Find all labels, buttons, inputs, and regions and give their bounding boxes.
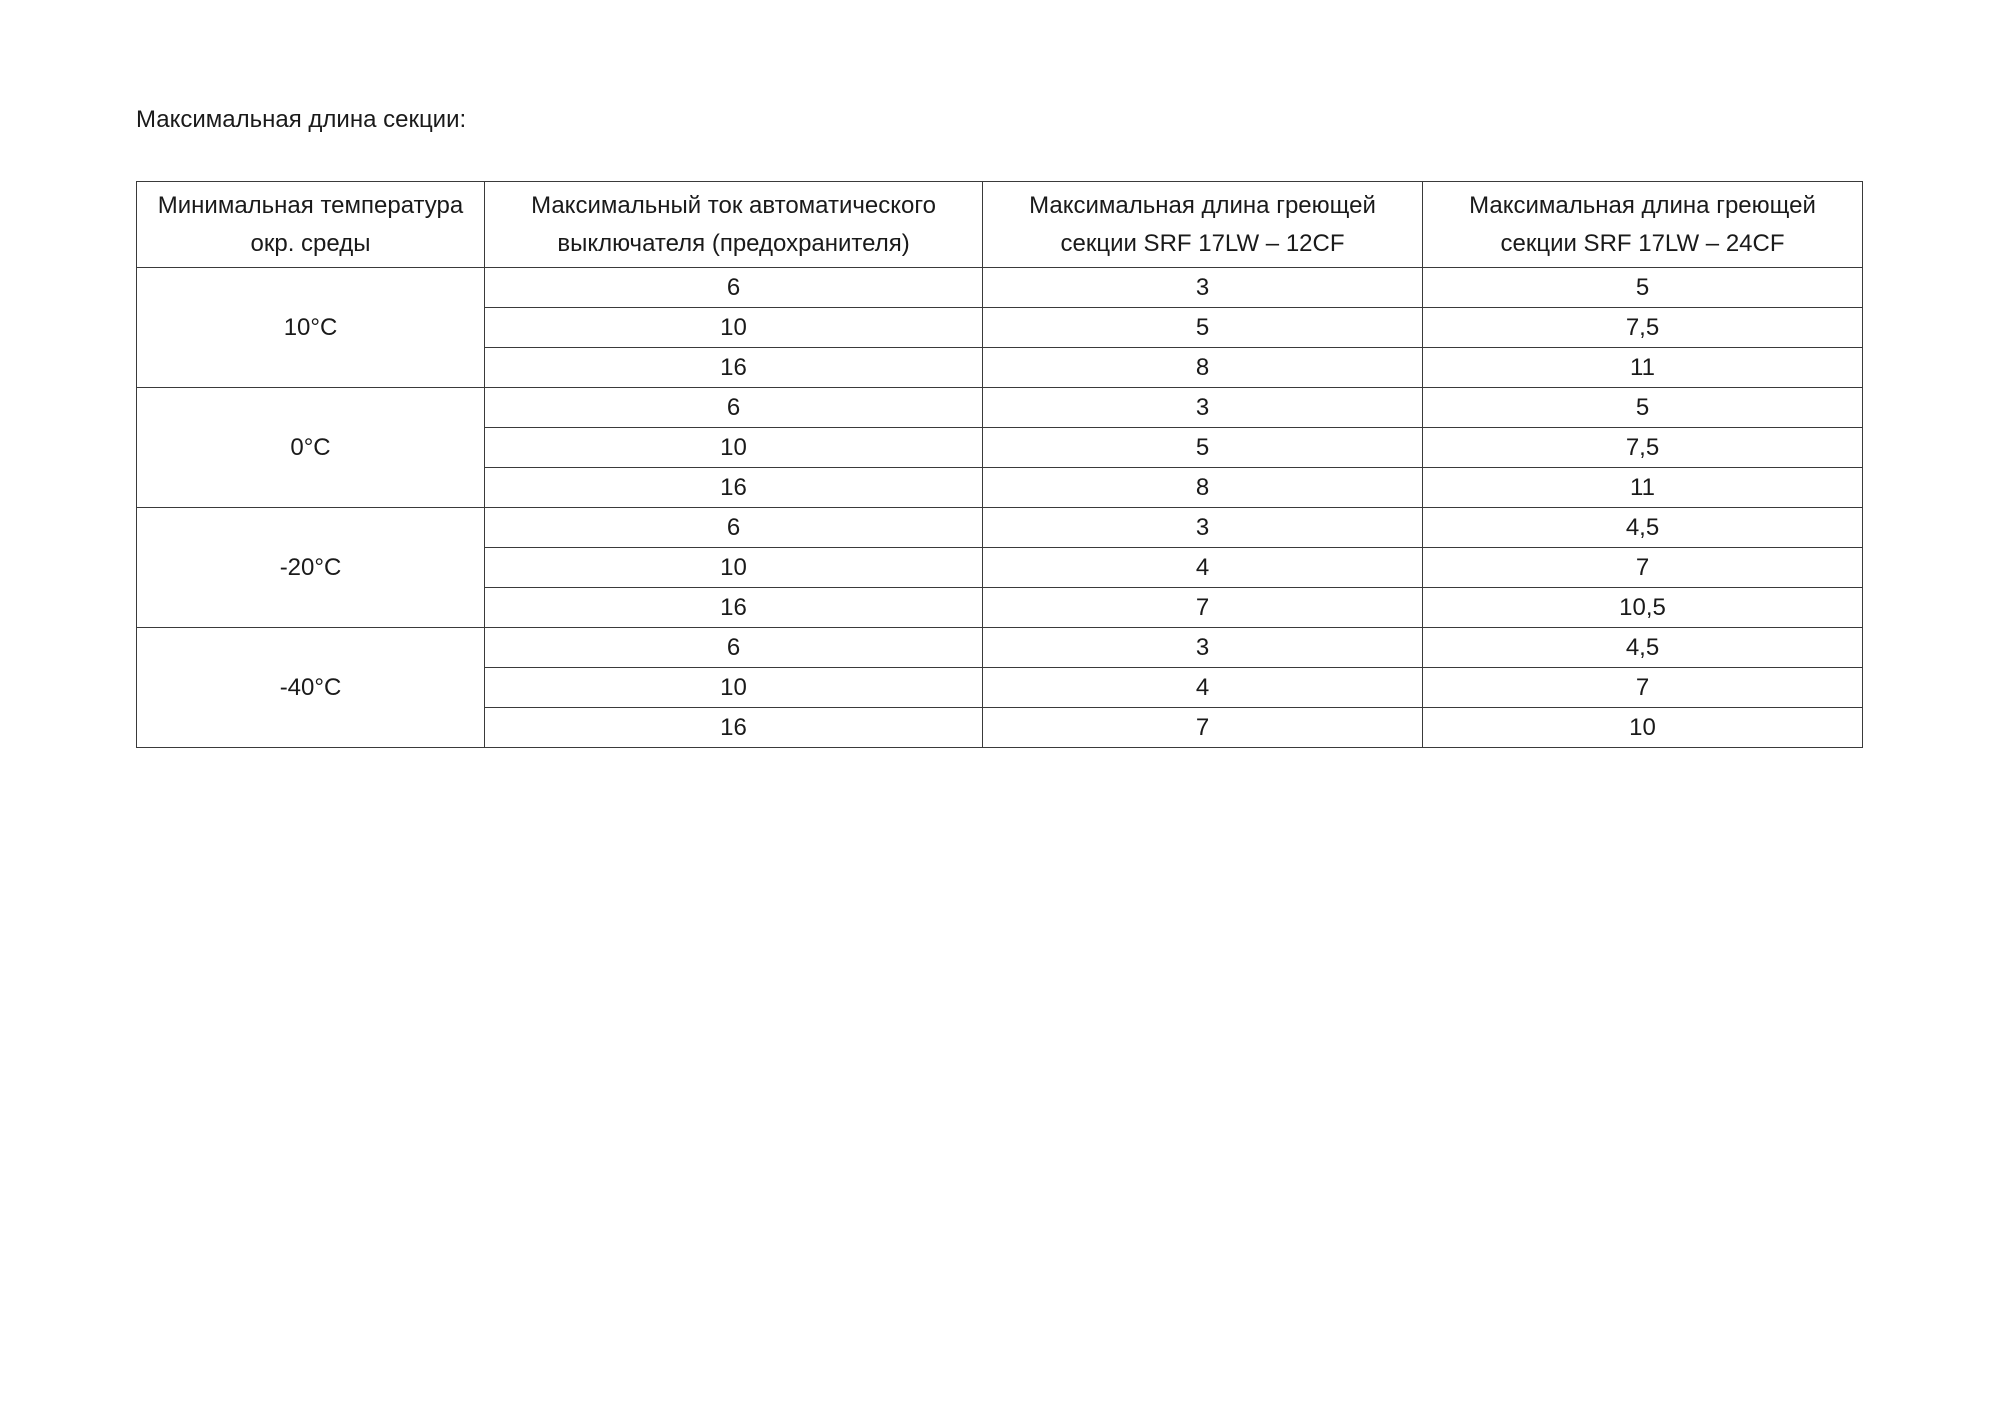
current-cell: 6 [485,628,983,668]
table-header [137,182,1863,268]
length-24cf-cell: 10 [1423,708,1863,748]
length-24cf-cell: 5 [1423,388,1863,428]
current-cell: 16 [485,708,983,748]
length-12cf-cell: 7 [983,708,1423,748]
table-row [137,268,1863,308]
length-24cf-cell: 7,5 [1423,428,1863,468]
length-12cf-cell: 3 [983,268,1423,308]
header-min-temperature: Минимальная температура окр. среды [137,182,485,268]
length-12cf-cell: 5 [983,428,1423,468]
section-length-table [136,181,1863,748]
length-24cf-cell: 11 [1423,348,1863,388]
length-12cf-cell: 4 [983,668,1423,708]
current-cell: 10 [485,548,983,588]
length-24cf-cell: 11 [1423,468,1863,508]
temperature-cell: -40°C [137,628,485,748]
temperature-cell: 10°C [137,268,485,388]
length-12cf-cell: 8 [983,348,1423,388]
table-row [137,628,1863,668]
length-24cf-cell: 10,5 [1423,588,1863,628]
table-body [137,268,1863,748]
current-cell: 16 [485,468,983,508]
length-12cf-cell: 3 [983,388,1423,428]
current-cell: 6 [485,508,983,548]
length-24cf-cell: 4,5 [1423,508,1863,548]
length-24cf-cell: 7,5 [1423,308,1863,348]
length-24cf-cell: 5 [1423,268,1863,308]
length-12cf-cell: 4 [983,548,1423,588]
current-cell: 16 [485,588,983,628]
length-12cf-cell: 7 [983,588,1423,628]
header-max-length-24cf: Максимальная длина греющей секции SRF 17LW – 24CF [1423,182,1863,268]
length-24cf-cell: 7 [1423,668,1863,708]
header-max-length-12cf: Максимальная длина греющей секции SRF 17LW – 12CF [983,182,1423,268]
current-cell: 10 [485,308,983,348]
length-12cf-cell: 3 [983,628,1423,668]
table-row [137,508,1863,548]
temperature-cell: -20°C [137,508,485,628]
current-cell: 16 [485,348,983,388]
current-cell: 10 [485,428,983,468]
header-max-breaker-current: Максимальный ток автоматического выключателя (предохранителя) [485,182,983,268]
length-12cf-cell: 8 [983,468,1423,508]
length-12cf-cell: 5 [983,308,1423,348]
current-cell: 6 [485,388,983,428]
current-cell: 10 [485,668,983,708]
document-caption: Максимальная длина секции: [136,106,467,133]
length-24cf-cell: 7 [1423,548,1863,588]
length-24cf-cell: 4,5 [1423,628,1863,668]
length-12cf-cell: 3 [983,508,1423,548]
temperature-cell: 0°C [137,388,485,508]
current-cell: 6 [485,268,983,308]
table-row [137,388,1863,428]
table-header-row [137,182,1863,268]
